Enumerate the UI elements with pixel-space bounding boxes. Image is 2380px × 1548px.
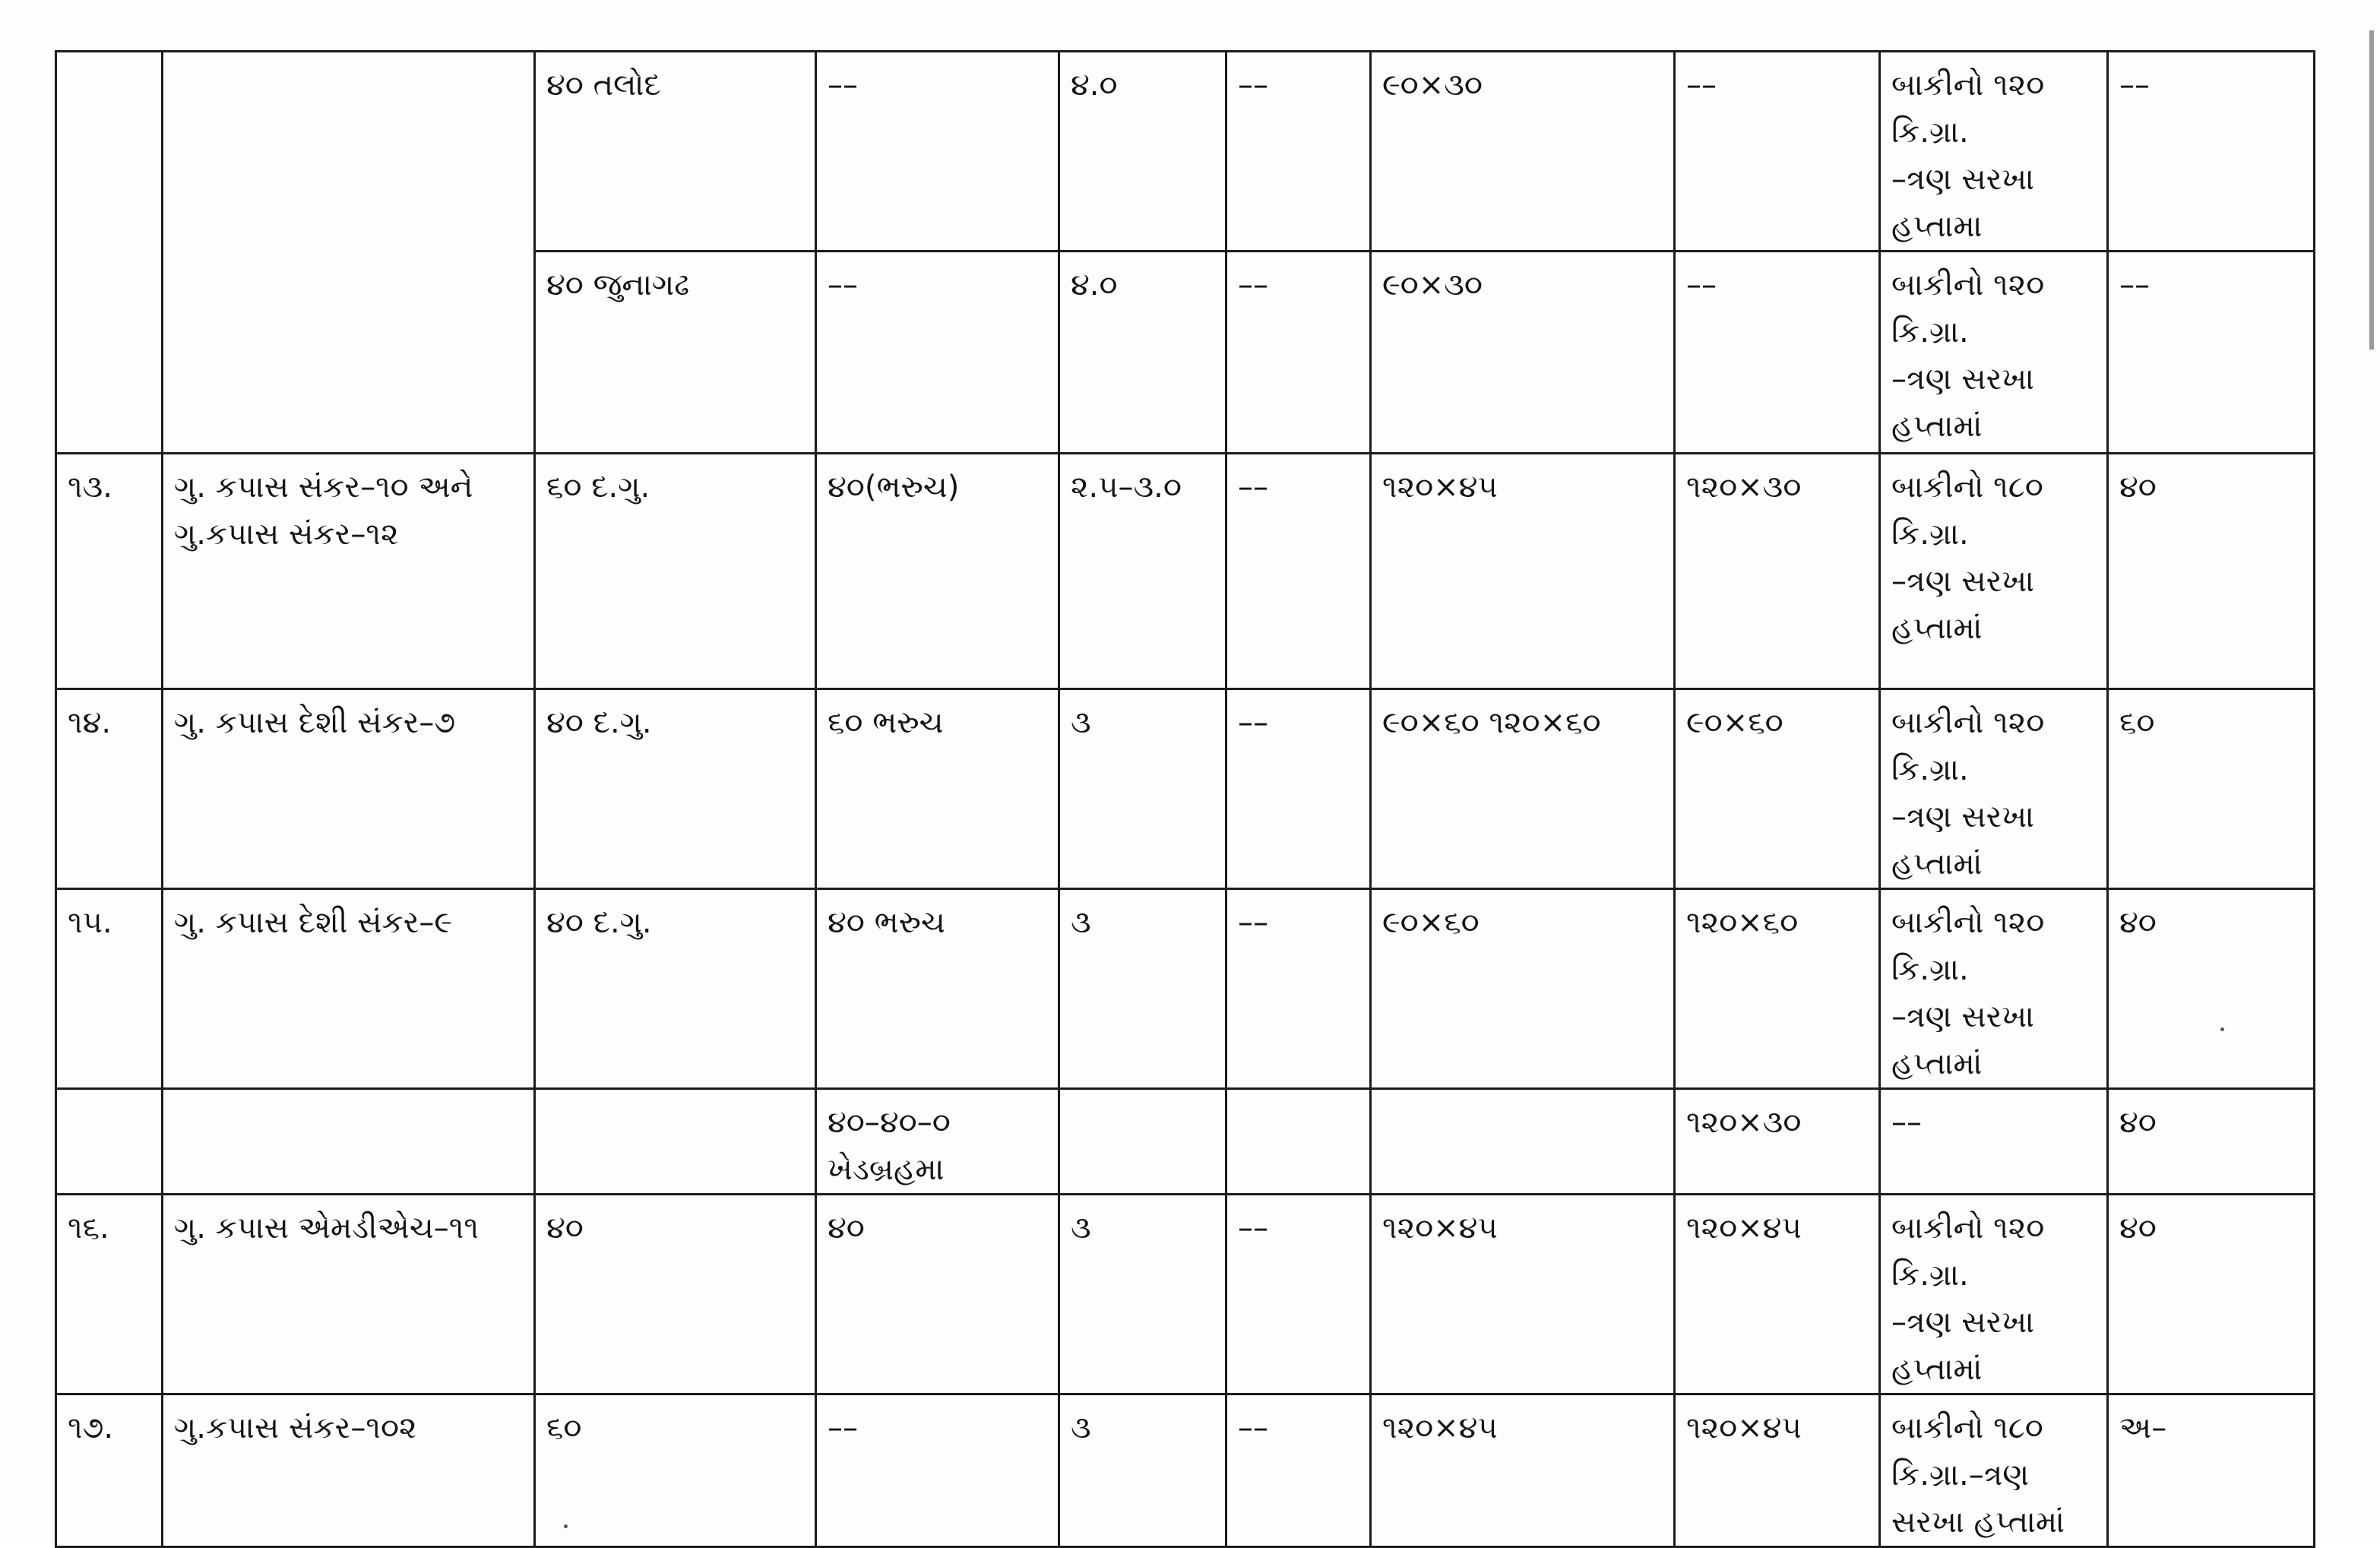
remark-cell (1880, 889, 2108, 1089)
spacing-cell: ૯૦×૬૦ ૧૨૦×૬૦ (1371, 689, 1675, 889)
serial-cell (56, 52, 163, 454)
seed-rate-cell (1059, 1089, 1226, 1195)
spacing-cell (1371, 1089, 1675, 1195)
table-row (56, 689, 2315, 889)
remark-line: –– (1891, 1105, 1922, 1140)
last-cell: અ– (2108, 1394, 2315, 1547)
remark-line: –ત્રણ સરખા (1891, 1305, 2034, 1340)
table-row (56, 454, 2315, 689)
fertilizer-cell: ૪૦ (535, 1195, 816, 1394)
spacing-2-cell: ૧૨૦×૪૫ (1675, 1394, 1880, 1547)
column-6-cell: –– (1226, 454, 1371, 689)
last-cell: ૪૦ (2108, 1195, 2315, 1394)
fertilizer-spacing-table (55, 50, 2315, 1548)
column-6-cell: –– (1226, 689, 1371, 889)
basal-cell: ૪૦ ભરુચ (816, 889, 1059, 1089)
variety-cell: ગુ. કપાસ દેશી સંકર–૭ (163, 689, 535, 889)
spacing-cell: ૧૨૦×૪૫ (1371, 1195, 1675, 1394)
basal-cell: ૪૦–૪૦–૦ ખેડબ્રહમા (816, 1089, 1059, 1195)
remark-line: કિ.ગ્રા. (1891, 115, 1969, 150)
scan-edge-mark (2369, 30, 2374, 350)
remark-line: કિ.ગ્રા. (1891, 752, 1969, 787)
remark-line: હપ્તામાં (1891, 409, 1983, 444)
remark-line: કિ.ગ્રા. (1891, 1258, 1969, 1293)
spacing-2-cell: ૧૨૦×૬૦ (1675, 889, 1880, 1089)
column-6-cell: –– (1226, 52, 1371, 252)
remark-cell (1880, 252, 2108, 454)
spacing-cell: ૯૦×૬૦ (1371, 889, 1675, 1089)
remark-cell (1880, 1195, 2108, 1394)
seed-rate-cell: ૩ (1059, 689, 1226, 889)
serial-cell: ૧૫. (56, 889, 163, 1089)
column-6-cell: –– (1226, 1195, 1371, 1394)
spacing-2-cell: –– (1675, 52, 1880, 252)
fertilizer-cell: ૪૦ તલોદ (535, 52, 816, 252)
serial-cell: ૧૪. (56, 689, 163, 889)
variety-cell (163, 1089, 535, 1195)
spacing-2-cell: ૯૦×૬૦ (1675, 689, 1880, 889)
seed-rate-cell: ૩ (1059, 889, 1226, 1089)
basal-cell: –– (816, 252, 1059, 454)
remark-line: હપ્તામાં (1891, 1046, 1983, 1081)
table-row (56, 1195, 2315, 1394)
remark-line: –ત્રણ સરખા (1891, 799, 2034, 834)
spacing-cell: ૧૨૦×૪૫ (1371, 1394, 1675, 1547)
column-6-cell: –– (1226, 1394, 1371, 1547)
last-cell: ૪૦ (2108, 1089, 2315, 1195)
spacing-2-cell: ૧૨૦×૩૦ (1675, 1089, 1880, 1195)
remark-cell (1880, 1089, 2108, 1195)
remark-line: સરખા હપ્તામાં (1891, 1505, 2065, 1540)
remark-line: કિ.ગ્રા.–ત્રણ (1891, 1458, 2030, 1493)
basal-cell: ૪૦ (816, 1195, 1059, 1394)
remark-line: બાકીનો ૧૨૦ (1891, 267, 2045, 302)
variety-cell: ગુ. કપાસ દેશી સંકર–૯ (163, 889, 535, 1089)
basal-cell: –– (816, 52, 1059, 252)
remark-line: હપ્તામા (1891, 209, 1983, 244)
remark-cell (1880, 454, 2108, 689)
remark-line: બાકીનો ૧૮૦ (1891, 1410, 2043, 1445)
last-cell: ૪૦ (2108, 454, 2315, 689)
fertilizer-cell: ૪૦ દ.ગુ. (535, 889, 816, 1089)
remark-line: કિ.ગ્રા. (1891, 952, 1969, 987)
basal-cell: ૬૦ ભરુચ (816, 689, 1059, 889)
column-6-cell: –– (1226, 252, 1371, 454)
serial-cell: ૧૩. (56, 454, 163, 689)
spacing-2-cell: ૧૨૦×૪૫ (1675, 1195, 1880, 1394)
column-6-cell (1226, 1089, 1371, 1195)
fertilizer-cell: ૪૦ દ.ગુ. (535, 689, 816, 889)
spacing-cell: ૧૨૦×૪૫ (1371, 454, 1675, 689)
spacing-cell: ૯૦×૩૦ (1371, 52, 1675, 252)
last-cell: ૪૦ (2108, 889, 2315, 1089)
seed-rate-cell: ૪.૦ (1059, 52, 1226, 252)
variety-cell: ગુ.કપાસ સંકર–૧૦૨ (163, 1394, 535, 1547)
fertilizer-cell: ૪૦ જુનાગઢ (535, 252, 816, 454)
variety-cell: ગુ. કપાસ એમડીએચ–૧૧ (163, 1195, 535, 1394)
seed-rate-cell: ૩ (1059, 1195, 1226, 1394)
serial-cell: ૧૬. (56, 1195, 163, 1394)
table-row (56, 889, 2315, 1089)
remark-line: કિ.ગ્રા. (1891, 315, 1969, 350)
spacing-2-cell: –– (1675, 252, 1880, 454)
fertilizer-cell (535, 1089, 816, 1195)
fertilizer-cell: ૬૦ દ.ગુ. (535, 454, 816, 689)
remark-line: બાકીનો ૧૨૦ (1891, 905, 2045, 940)
serial-cell: ૧૭. (56, 1394, 163, 1547)
remark-line: બાકીનો ૧૮૦ (1891, 470, 2043, 505)
remark-line: –ત્રણ સરખા (1891, 162, 2034, 197)
basal-cell: ૪૦(ભરુચ) (816, 454, 1059, 689)
column-6-cell: –– (1226, 889, 1371, 1089)
fertilizer-cell: ૬૦ (535, 1394, 816, 1547)
seed-rate-cell: ૪.૦ (1059, 252, 1226, 454)
remark-line: બાકીનો ૧૨૦ (1891, 68, 2045, 103)
remark-line: બાકીનો ૧૨૦ (1891, 705, 2045, 740)
remark-line: બાકીનો ૧૨૦ (1891, 1211, 2045, 1246)
remark-line: હપ્તામાં (1891, 611, 1983, 646)
remark-line: કિ.ગ્રા. (1891, 517, 1969, 552)
remark-cell (1880, 689, 2108, 889)
table-row (56, 1089, 2315, 1195)
last-cell: –– (2108, 252, 2315, 454)
serial-cell (56, 1089, 163, 1195)
remark-line: –ત્રણ સરખા (1891, 362, 2034, 397)
remark-line: –ત્રણ સરખા (1891, 999, 2034, 1034)
remark-cell (1880, 52, 2108, 252)
last-cell: –– (2108, 52, 2315, 252)
remark-cell (1880, 1394, 2108, 1547)
remark-line: હપ્તામાં (1891, 1352, 1983, 1387)
remark-line: –ત્રણ સરખા (1891, 564, 2034, 599)
basal-cell: –– (816, 1394, 1059, 1547)
remark-line: હપ્તામાં (1891, 847, 1983, 882)
spacing-cell: ૯૦×૩૦ (1371, 252, 1675, 454)
variety-cell: ગુ. કપાસ સંકર–૧૦ અને ગુ.કપાસ સંકર–૧૨ (163, 454, 535, 689)
table-row (56, 1394, 2315, 1547)
seed-rate-cell: ૨.૫–૩.૦ (1059, 454, 1226, 689)
last-cell: ૬૦ (2108, 689, 2315, 889)
spacing-2-cell: ૧૨૦×૩૦ (1675, 454, 1880, 689)
variety-cell (163, 52, 535, 454)
table-row (56, 52, 2315, 252)
seed-rate-cell: ૩ (1059, 1394, 1226, 1547)
